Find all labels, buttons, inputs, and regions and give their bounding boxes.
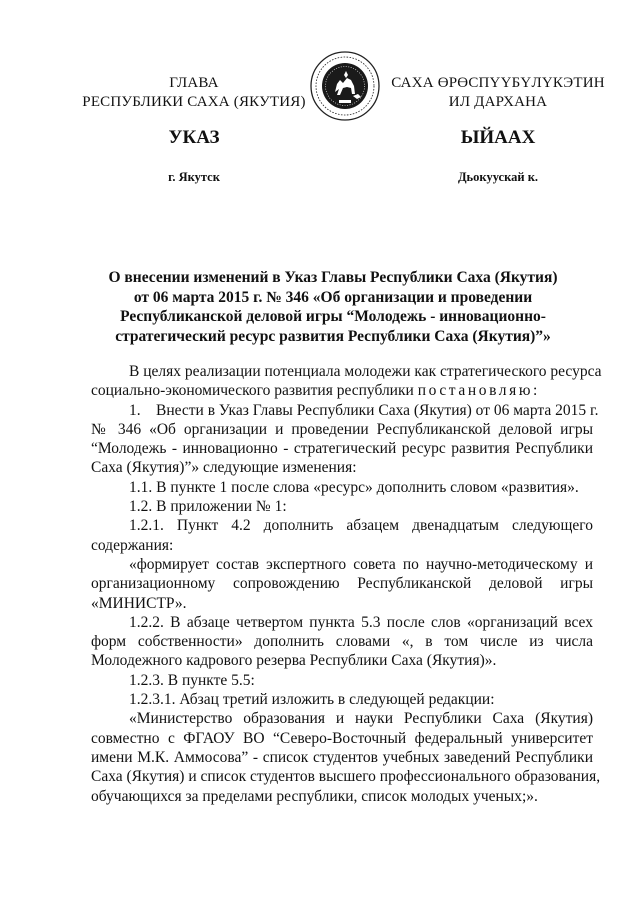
title-line: О внесении изменений в Указ Главы Республики Саха (Якутия) <box>108 269 558 286</box>
quote2-line: Саха (Якутия) и список студентов высшего профессионального образования, <box>91 768 601 786</box>
place-left: г. Якутск <box>168 170 220 184</box>
p123-line: 1.2.3. В пункте 5.5: <box>129 671 255 689</box>
header-left <box>82 74 306 112</box>
document-body <box>91 362 602 806</box>
p1-number: 1. <box>129 401 141 419</box>
header-left-line2: РЕСПУБЛИКИ САХА (ЯКУТИЯ) <box>82 94 306 110</box>
p1-line <box>91 401 599 420</box>
title-line: стратегический ресурс развития Республики Саха (Якутия)”» <box>115 327 551 345</box>
p122-line: 1.2.2. В абзаце четвертом пункта 5.3 после слов «организаций всех <box>129 613 593 631</box>
p1-text: Внести в Указ Главы Республики Саха (Якутия) от 06 марта 2015 г. <box>156 401 599 419</box>
quote2-line: «Министерство образования и науки Республики Саха (Якутия) <box>129 710 593 728</box>
p121-line: содержания: <box>91 536 174 554</box>
p11-line: 1.1. В пункте 1 после слова «ресурс» дополнить словом «развития». <box>129 478 579 496</box>
intro-text: социально-экономического развития республики <box>91 382 414 400</box>
p1-line: № 346 «Об организации и проведении Республиканской деловой игры <box>91 420 593 438</box>
p1231-line: 1.2.3.1. Абзац третий изложить в следующей редакции: <box>129 691 495 709</box>
quote2-line: совместно с ФГАОУ ВО “Северо-Восточный федеральный университет <box>91 729 593 747</box>
p122-line: Молодежного кадрового резерва Республики Саха (Якутия)». <box>91 652 497 670</box>
doc-type-right: ЫЙААХ <box>460 127 536 148</box>
intro-line: В целях реализации потенциала молодежи как стратегического ресурса <box>129 363 602 380</box>
quote2-line: имени М.К. Аммосова” - список студентов учебных заведений Республики <box>91 748 593 766</box>
intro-line <box>91 381 593 400</box>
p12-line: 1.2. В приложении № 1: <box>129 498 287 516</box>
p1-line: Саха (Якутия)”» следующие изменения: <box>91 459 357 477</box>
quote2-line: обучающихся за пределами республики, список молодых ученых;». <box>91 787 538 805</box>
header-left-line1: ГЛАВА <box>169 75 219 91</box>
decree-word: постановляю: <box>417 382 540 400</box>
doc-type-left: УКАЗ <box>168 127 220 148</box>
title-line: от 06 марта 2015 г. № 346 «Об организации и проведении <box>133 288 533 306</box>
place-right: Дьокуускай к. <box>457 170 539 184</box>
header-right <box>388 74 608 112</box>
header-right-line2: ИЛ ДАРХАНА <box>448 94 548 110</box>
coat-of-arms-emblem <box>309 50 381 122</box>
quote1-line: «МИНИСТР». <box>91 594 187 612</box>
title-line: Республиканской деловой игры “Молодежь - инновационно- <box>120 308 546 325</box>
header-right-line1: САХА ӨРӨСПҮҮБҮЛҮКЭТИН <box>391 75 605 91</box>
p121-line: 1.2.1. Пункт 4.2 дополнить абзацем двенадцатым следующего <box>129 517 593 535</box>
quote1-line: организационному сопровождению Республиканской деловой игры <box>91 575 593 593</box>
quote1-line: «формирует состав экспертного совета по научно-методическому и <box>129 555 593 573</box>
p1-line: “Молодежь - инновационно - стратегический ресурс развития Республики <box>91 440 593 458</box>
document-title <box>96 268 570 346</box>
p122-line: форм собственности» дополнить словами «, в том числе из числа <box>91 633 593 651</box>
